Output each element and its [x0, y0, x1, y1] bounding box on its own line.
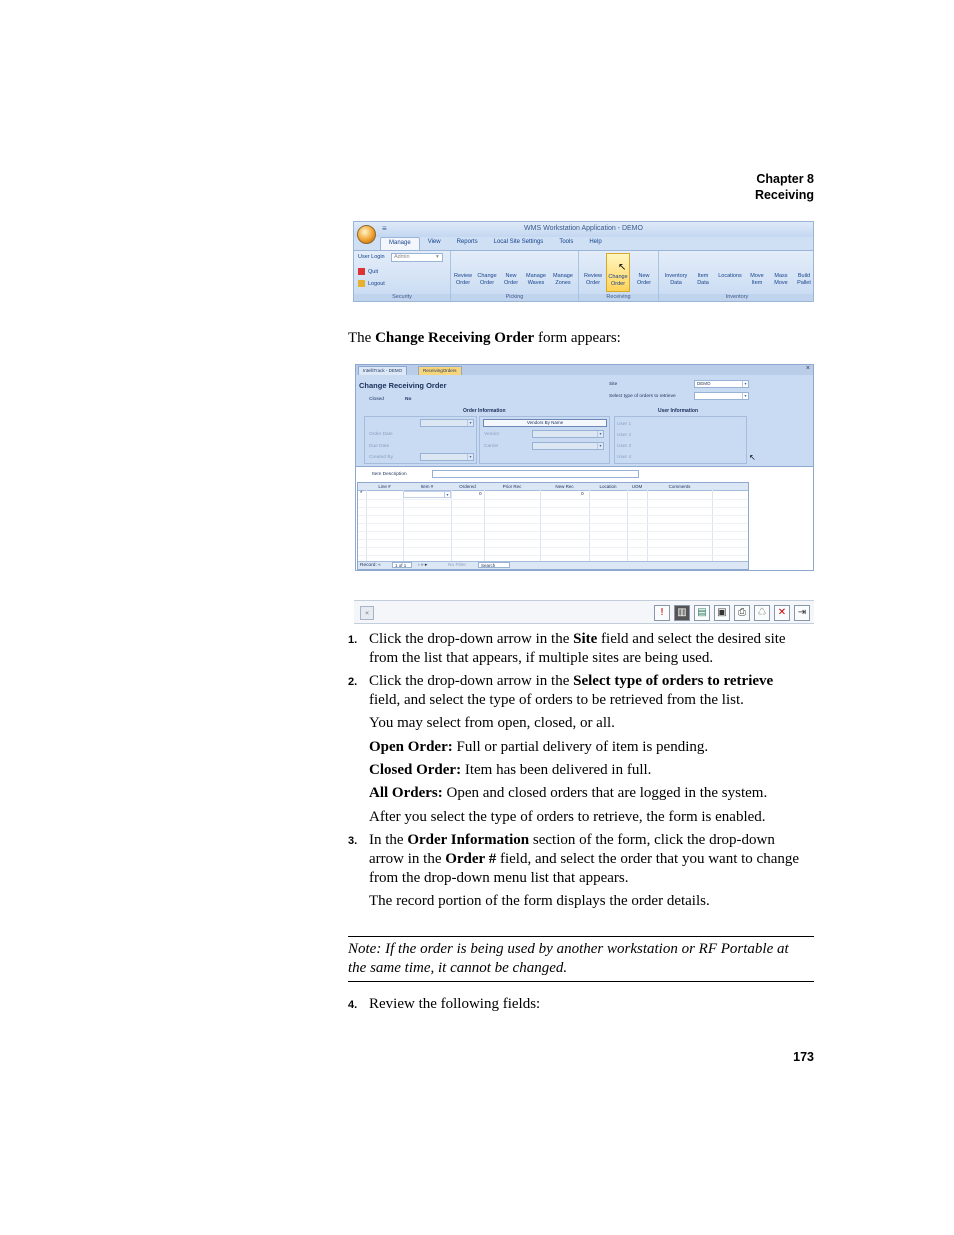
preview-icon[interactable]: ▣	[714, 605, 730, 621]
text: field, and select the order that you want to change	[496, 851, 800, 867]
step-2-number: 2.	[348, 676, 358, 688]
text: Click the drop-down arrow in the	[369, 631, 574, 647]
note-top-rule	[348, 936, 814, 937]
step-3-line-2	[369, 850, 819, 869]
group-label-inventory: Inventory	[659, 294, 814, 302]
carrier-select[interactable]	[532, 442, 604, 450]
term: All Orders:	[369, 785, 443, 801]
receiving-review-order-button[interactable]	[582, 273, 604, 287]
barcode-icon[interactable]: ▥	[674, 605, 690, 621]
order-information-heading: Order Information	[463, 408, 506, 414]
grid-row-line	[358, 507, 748, 508]
locations-button[interactable]	[715, 273, 745, 280]
step-1-line-2: from the list that appears, if multiple sites are being used.	[369, 650, 714, 666]
grid-row-line	[358, 523, 748, 524]
chevron-down-icon: ▾	[597, 431, 603, 437]
field-name: Order #	[445, 851, 497, 867]
site-select[interactable]	[694, 380, 749, 388]
new-record-marker: *	[360, 491, 363, 497]
definition: Full or partial delivery of item is pending.	[452, 739, 709, 755]
tab-view[interactable]: View	[427, 239, 441, 245]
btn-line: Order	[636, 280, 652, 286]
doc-tab-intellitrack[interactable]: IntelliTrack - DEMO	[358, 366, 407, 375]
group-picking	[451, 251, 579, 302]
chevron-down-icon: ▾	[742, 381, 748, 387]
text: arrow in the	[369, 851, 446, 867]
ribbon-body	[354, 250, 813, 302]
tab-tools[interactable]: Tools	[559, 239, 574, 245]
text: field and select the desired site	[597, 631, 786, 647]
inventory-data-button[interactable]	[661, 273, 691, 287]
carrier-label: Carrier	[484, 444, 499, 449]
ribbon-title-bar	[354, 222, 813, 237]
office-orb-icon[interactable]	[357, 225, 376, 244]
user-2-label: User 2	[617, 433, 632, 438]
note-line-1: Note: If the order is being used by another workstation or RF Portable at	[348, 941, 789, 957]
btn-line: Data	[697, 280, 709, 286]
logout-button[interactable]	[358, 280, 385, 287]
btn-line: Order	[479, 280, 495, 286]
user-3-label: User 3	[617, 444, 632, 449]
chevron-down-icon: ▾	[436, 254, 439, 260]
collapse-button[interactable]: «	[360, 606, 374, 620]
nav-record-label: Record: «	[360, 563, 381, 568]
step-3-result: The record portion of the form displays the order details.	[369, 893, 710, 909]
step-1-line-1	[369, 630, 819, 649]
grid-row-line	[358, 547, 748, 548]
new-rec-cell[interactable]: 0	[581, 492, 584, 497]
user-login-select[interactable]	[391, 253, 443, 262]
document-tabs	[356, 365, 813, 375]
intro-form-name: Change Receiving Order	[375, 330, 535, 346]
section-name: Order Information	[407, 832, 530, 848]
text: In the	[369, 832, 408, 848]
term: Open Order:	[369, 739, 453, 755]
text: section of the form, click the drop-down	[529, 832, 775, 848]
btn-line: Item	[751, 280, 763, 286]
btn-line: Build	[797, 273, 811, 279]
created-by-label: Created By	[369, 455, 393, 460]
exit-icon[interactable]: ⇥	[794, 605, 810, 621]
doc-tab-receiving-orders[interactable]: ReceivingOrders	[418, 366, 462, 375]
col-prior-rec[interactable]: Prior Rec	[502, 484, 522, 489]
btn-line: Inventory	[664, 273, 688, 279]
group-inventory	[659, 251, 814, 302]
step-1-number: 1.	[348, 634, 358, 646]
close-icon[interactable]: ×	[805, 365, 810, 372]
vendor-label: Vendor	[484, 432, 500, 437]
page-number: 173	[793, 1050, 814, 1064]
trash-icon[interactable]: ♺	[754, 605, 770, 621]
due-date-label: Due Date	[369, 444, 390, 449]
notebook-icon[interactable]: ▤	[694, 605, 710, 621]
btn-line: Order	[455, 280, 471, 286]
lock-icon	[358, 280, 365, 287]
step-3-line-3: from the drop-down menu list that appears.	[369, 870, 629, 886]
tab-help[interactable]: Help	[589, 239, 602, 245]
user-information-heading: User Information	[658, 408, 699, 414]
btn-line: Review	[453, 273, 473, 279]
all-orders-definition	[369, 784, 819, 803]
created-by-select[interactable]	[420, 453, 474, 461]
vendors-by-name-button[interactable]: Vendors By Name	[483, 419, 607, 427]
nav-search-field[interactable]: Search	[478, 562, 510, 568]
tab-local-site-settings[interactable]: Local Site Settings	[493, 239, 544, 245]
form-title: Change Receiving Order	[359, 381, 447, 390]
nav-arrows[interactable]: › » ▸	[418, 563, 428, 568]
note-block	[348, 940, 814, 978]
btn-line: Move	[750, 273, 764, 279]
btn-line: Review	[583, 273, 603, 279]
btn-line: Locations	[718, 273, 742, 279]
group-receiving	[579, 251, 659, 302]
move-item-button[interactable]	[747, 273, 767, 287]
build-pallet-button[interactable]	[794, 273, 814, 287]
quit-button[interactable]	[358, 268, 378, 275]
open-order-definition	[369, 738, 819, 757]
tab-reports[interactable]: Reports	[456, 239, 478, 245]
grid-row-line	[358, 531, 748, 532]
btn-line: Item	[697, 273, 709, 279]
closed-label: Closed	[369, 397, 384, 402]
mouse-cursor-icon: ↖	[618, 262, 627, 273]
picking-review-order-button[interactable]	[452, 273, 474, 287]
quit-label: Quit	[368, 268, 379, 275]
manage-zones-button[interactable]	[550, 273, 576, 287]
grid-row-line	[358, 515, 748, 516]
field-name: Select type of orders to retrieve	[573, 673, 774, 689]
site-label: Site	[609, 382, 618, 387]
print-icon[interactable]: ⎙	[734, 605, 750, 621]
group-label-receiving: Receiving	[579, 294, 658, 302]
picking-change-order-button[interactable]	[476, 273, 498, 287]
item-description-label: Item Description	[372, 472, 407, 477]
col-comments[interactable]: Comments	[668, 484, 691, 489]
btn-line: Manage	[553, 273, 573, 279]
definition: Item has been delivered in full.	[461, 762, 652, 778]
col-line-number[interactable]: Line #	[378, 484, 391, 489]
intro-after: form appears:	[534, 330, 621, 346]
btn-line: Pallet	[797, 280, 811, 286]
btn-line: Data	[670, 280, 682, 286]
change-receiving-order-form	[355, 364, 814, 571]
grid-row-line	[358, 539, 748, 540]
col-ordered[interactable]: Ordered	[459, 484, 476, 489]
intro-before: The	[348, 330, 376, 346]
closed-value: No	[405, 397, 412, 402]
btn-line: Order	[610, 281, 626, 287]
col-uom[interactable]: UOM	[631, 484, 643, 489]
quick-access-icon[interactable]: ≡	[382, 224, 387, 233]
ribbon-screenshot	[353, 221, 814, 302]
grid-row-line	[358, 555, 748, 556]
text: Click the drop-down arrow in the	[369, 673, 574, 689]
manage-waves-button[interactable]	[523, 273, 549, 287]
group-label-security: Security	[354, 294, 450, 302]
col-location[interactable]: Location	[599, 484, 617, 489]
order-number-select[interactable]	[420, 419, 474, 427]
alert-icon[interactable]: !	[654, 605, 670, 621]
chevron-down-icon: ▾	[444, 492, 450, 497]
form-toolbar	[354, 600, 814, 624]
btn-line: Change	[477, 273, 497, 279]
site-value: DEMO	[697, 381, 711, 386]
tab-manage[interactable]: Manage	[380, 237, 420, 250]
step-4-text: Review the following fields:	[369, 996, 541, 1012]
btn-line: Mass	[774, 273, 788, 279]
chapter-label: Chapter 8	[756, 172, 814, 186]
user-information-frame	[614, 416, 747, 464]
col-new-rec[interactable]: New Rec	[555, 484, 574, 489]
order-type-select[interactable]	[694, 392, 749, 400]
picking-new-order-button[interactable]	[501, 273, 521, 287]
definition: Open and closed orders that are logged in the system.	[442, 785, 768, 801]
user-login-label: User Login	[358, 254, 385, 260]
quit-icon	[358, 268, 365, 275]
btn-line: Move	[774, 280, 788, 286]
user-4-label: User 4	[617, 455, 632, 460]
btn-line: Order	[503, 280, 519, 286]
close-icon[interactable]: ✕	[774, 605, 790, 621]
term: Closed Order:	[369, 762, 462, 778]
item-number-cell[interactable]	[403, 491, 451, 498]
step-4-number: 4.	[348, 999, 358, 1011]
btn-line: Change	[608, 274, 628, 280]
ribbon-tabs	[380, 237, 610, 250]
vendor-select[interactable]	[532, 430, 604, 438]
app-title: WMS Workstation Application - DEMO	[524, 225, 643, 232]
chevron-down-icon: ▾	[597, 443, 603, 449]
nav-position-field[interactable]: 1 of 1	[392, 562, 412, 568]
intro-sentence	[348, 329, 814, 348]
group-security	[354, 251, 451, 302]
btn-line: Zones	[555, 280, 571, 286]
btn-line: Waves	[527, 280, 545, 286]
receiving-new-order-button[interactable]	[633, 273, 655, 287]
step-2-line-1	[369, 672, 819, 691]
btn-line: Manage	[526, 273, 546, 279]
ordered-cell[interactable]: 0	[479, 492, 482, 497]
group-label-picking: Picking	[451, 294, 578, 302]
order-lines-grid	[357, 482, 749, 570]
btn-line: New	[638, 273, 650, 279]
mass-move-button[interactable]	[771, 273, 791, 287]
btn-line: Order	[585, 280, 601, 286]
closed-order-definition	[369, 761, 819, 780]
grid-header	[358, 483, 748, 491]
chevron-down-icon: ▾	[467, 454, 473, 460]
grid-row-line	[358, 499, 748, 500]
select-type-label: Select type of orders to retrieve	[609, 394, 676, 399]
user-login-value: Admin	[394, 254, 410, 260]
order-date-label: Order Date	[369, 432, 393, 437]
note-line-2: the same time, it cannot be changed.	[348, 960, 568, 976]
step-3-number: 3.	[348, 835, 358, 847]
chevron-down-icon: ▾	[467, 420, 473, 426]
field-name: Site	[573, 631, 598, 647]
user-1-label: User 1	[617, 422, 632, 427]
btn-line: New	[505, 273, 517, 279]
logout-label: Logout	[368, 280, 385, 287]
step-3-line-1	[369, 831, 819, 850]
note-bottom-rule	[348, 981, 814, 982]
mouse-cursor-icon: ↖	[749, 453, 756, 462]
step-2-line-2: field, and select the type of orders to be retrieved from the list.	[369, 692, 744, 708]
step-2-select-options: You may select from open, closed, or all.	[369, 715, 615, 731]
record-navigator	[358, 561, 748, 569]
col-item-number[interactable]: Item #	[420, 484, 434, 489]
chevron-down-icon: ▾	[742, 393, 748, 399]
section-label: Receiving	[754, 188, 814, 202]
step-2-after: After you select the type of orders to retrieve, the form is enabled.	[369, 809, 766, 825]
nav-filter[interactable]: No Filter	[448, 563, 467, 568]
item-description-field[interactable]	[432, 470, 639, 478]
item-data-button[interactable]	[694, 273, 712, 287]
